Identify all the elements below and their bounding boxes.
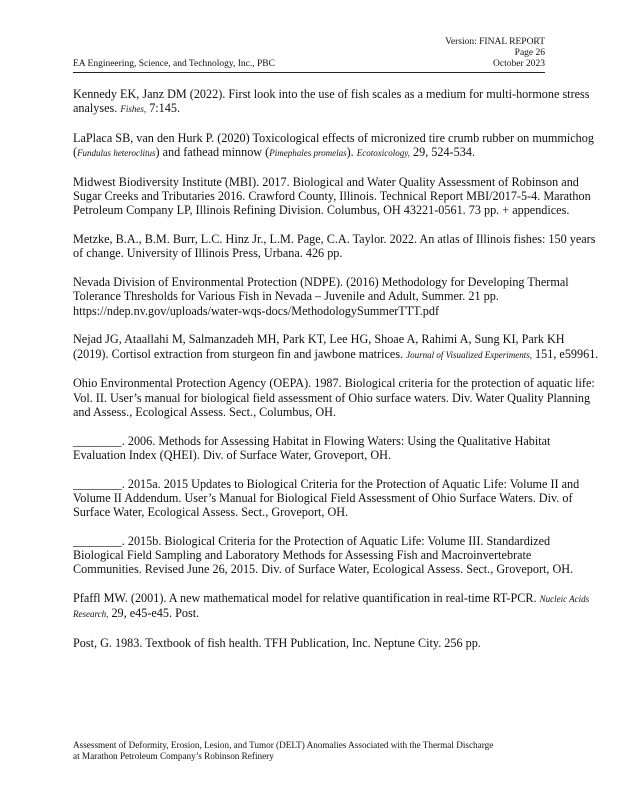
reference-entry xyxy=(73,591,601,621)
header-divider xyxy=(73,72,545,73)
header-company: EA Engineering, Science, and Technology, Inc., PBC xyxy=(73,59,275,69)
reference-entry xyxy=(73,275,601,318)
reference-text: Nevada Division of Environmental Protection (NDPE). (2016) Methodology for Developing Thermal Tolerance Thresholds for Various Fish in Nevada – Juvenile and Adult, Summer. 21 pp. https://ndep.nv.gov/uploads/water-wqs-docs/MethodologySummerTTT.pdf xyxy=(73,275,569,318)
header-date: October 2023 xyxy=(493,59,545,69)
reference-entry xyxy=(73,376,601,419)
reference-entry xyxy=(73,232,601,260)
reference-text: Midwest Biodiversity Institute (MBI). 2017. Biological and Water Quality Assessment of Robinson and Sugar Creeks and Tributaries 2016. Crawford County, Illinois. Technical Report MBI/2017-5-4. Marathon Petroleum Company LP, Illinois Refining Division. Columbus, OH 43221-0561. 73 pp. + appendices. xyxy=(73,175,591,218)
reference-entry xyxy=(73,477,601,520)
reference-text: ________. 2006. Methods for Assessing Habitat in Flowing Waters: Using the Qualitative Habitat Evaluation Index (QHEI). Div. of Surface Water, Groveport, OH. xyxy=(73,433,551,462)
reference-text: Metzke, B.A., B.M. Burr, L.C. Hinz Jr., L.M. Page, C.A. Taylor. 2022. An atlas of Illinois fishes: 150 years of change. University of Illinois Press, Urbana. 426 pp. xyxy=(73,232,596,261)
reference-text: ) and fathead minnow ( xyxy=(155,145,270,160)
reference-entry xyxy=(73,332,601,361)
reference-text: 29, 524-534. xyxy=(410,145,475,160)
reference-list xyxy=(73,87,601,665)
reference-journal-text: Ecotoxicology, xyxy=(356,148,410,159)
reference-entry xyxy=(73,87,601,116)
reference-text: Kennedy EK, Janz DM (2022). First look into the use of fish scales as a medium for multi-hormone stress analyses. xyxy=(73,87,590,116)
reference-text: ________. 2015a. 2015 Updates to Biological Criteria for the Protection of Aquatic Life: Volume II and Volume II Addendum. User’s Manual for Biological Field Assessment of Ohio Surface Waters. Div. of Surface Water, Ecological Assess. Sect., Groveport, OH. xyxy=(73,476,580,520)
header-version: Version: FINAL REPORT xyxy=(445,37,545,47)
reference-text: Ohio Environmental Protection Agency (OEPA). 1987. Biological criteria for the protection of aquatic life: Vol. II. User’s manual for biological field assessment of Ohio surface waters. Div. Water Quality Planning and Assess., Ecological Assess. Sect., Columbus, OH. xyxy=(73,376,595,419)
reference-text: ). xyxy=(346,145,357,160)
reference-text: ________. 2015b. Biological Criteria for the Protection of Aquatic Life: Volume III. Standardized Biological Field Sampling and Laboratory Methods for Assessing Fish and Macroinvertebrate Communities. Revised June 26, 2015. Div. of Surface Water, Ecological Assess. Sect., Groveport, OH. xyxy=(73,533,574,577)
reference-journal-text: Journal of Visualized Experiments, xyxy=(406,349,532,360)
reference-journal-text: Nucleic Acids Research, xyxy=(73,594,590,620)
reference-entry xyxy=(73,131,601,160)
reference-journal-text: Pimephales promelas xyxy=(269,148,347,159)
reference-entry xyxy=(73,534,601,577)
reference-text: 29, e45-e45. Post. xyxy=(108,606,200,621)
footer-line-2: at Marathon Petroleum Company’s Robinson Refinery xyxy=(73,751,274,761)
footer-line-1: Assessment of Deformity, Erosion, Lesion, and Tumor (DELT) Anomalies Associated with the Thermal Discharge xyxy=(73,740,494,750)
reference-entry xyxy=(73,175,601,218)
reference-journal-text: Fundulus heteroclitus xyxy=(77,148,156,159)
reference-entry xyxy=(73,636,601,650)
header-right-block xyxy=(445,37,545,70)
reference-text: Pfaffl MW. (2001). A new mathematical model for relative quantification in real-time RT-PCR. xyxy=(73,591,540,606)
reference-text: 151, e59961. xyxy=(532,346,599,361)
reference-journal-text: Fishes, xyxy=(120,104,147,115)
reference-text: Post, G. 1983. Textbook of fish health. TFH Publication, Inc. Neptune City. 256 pp. xyxy=(73,636,481,651)
page-footer xyxy=(73,740,593,762)
reference-text: Nejad JG, Ataallahi M, Salmanzadeh MH, Park KT, Lee HG, Shoae A, Rahimi A, Sung KI, Park KH (2019). Cortisol extraction from sturgeon fin and jawbone matrices. xyxy=(73,332,565,361)
reference-text: 7:145. xyxy=(146,101,180,116)
header-page-number: Page 26 xyxy=(514,48,545,58)
reference-text: LaPlaca SB, van den Hurk P. (2020) Toxicological effects of micronized tire crumb rubber on mummichog ( xyxy=(73,131,594,160)
reference-entry xyxy=(73,434,601,462)
